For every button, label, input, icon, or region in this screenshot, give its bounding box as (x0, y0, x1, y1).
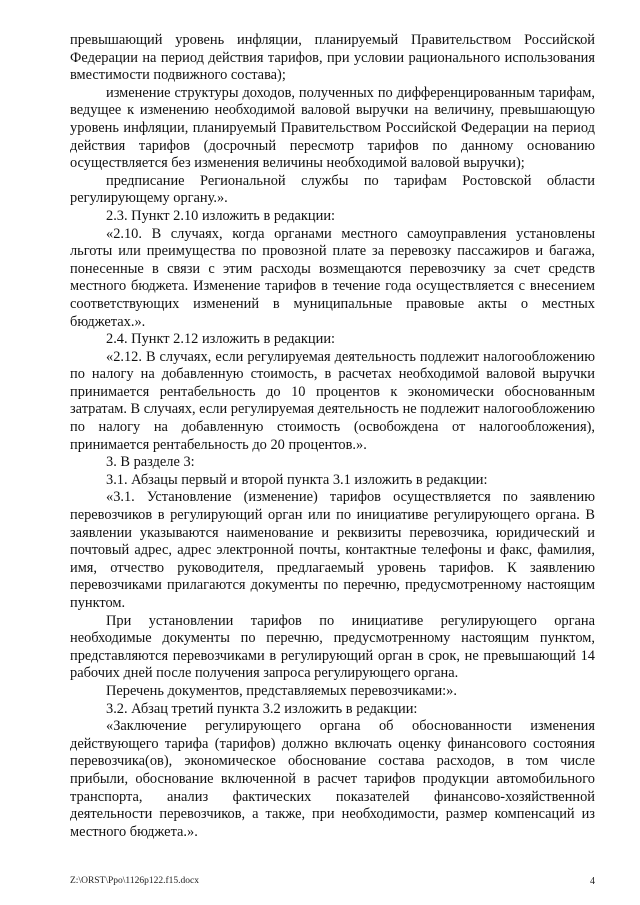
paragraph: Перечень документов, представляемых перевозчиками:». (106, 682, 457, 699)
paragraph: 2.3. Пункт 2.10 изложить в редакции: (106, 207, 336, 224)
paragraph: «3.1. Установление (изменение) тарифов осуществляется по заявлению перевозчиков в регулирующий орган или по инициативе регулирующего органа. В заявлении указываются наименование и реквизиты перевозчика, юридический и почтовый адрес, адрес электронной почты, контактные телефоны и факс, фамилия, имя, отчество руководителя, предлагаемый уровень тарифов. К заявлению перевозчиками прилагаются документы по перечню, предусмотренному настоящим пунктом. (70, 489, 595, 611)
paragraph: «2.12. В случаях, если регулируемая деятельность подлежит налогообложению по налогу на добавленную стоимость, в расчетах необходимой валовой выручки принимается рентабельность до 10 процентов к экономически обоснованным затратам. В случаях, если регулируемая деятельность не подлежит налогообложению по налогу на добавленную стоимость (освобождена от налогообложения), принимается рентабельность до 20 процентов.». (70, 348, 595, 453)
paragraph: При установлении тарифов по инициативе регулирующего органа необходимые документы по перечню, предусмотренному настоящим пунктом, представляются перевозчиками в регулирующий орган в срок, не превышающий 14 рабочих дней после получения запроса регулирующего органа. (70, 612, 595, 682)
page-number: 4 (590, 876, 595, 887)
file-path: Z:\ORST\Ppo\1126p122.f15.docx (70, 876, 199, 886)
paragraph: превышающий уровень инфляции, планируемый Правительством Российской Федерации на период действия тарифов, при условии рационального использования вместимости подвижного состава); (70, 32, 595, 84)
paragraph: 2.4. Пункт 2.12 изложить в редакции: (106, 331, 336, 348)
paragraph: 3.2. Абзац третий пункта 3.2 изложить в редакции: (106, 700, 418, 717)
paragraph: предписание Региональной службы по тарифам Ростовской области регулирующему органу.». (70, 172, 595, 207)
paragraph: 3. В разделе 3: (106, 454, 195, 471)
paragraph: «2.10. В случаях, когда органами местного самоуправления установлены льготы или преимущества по провозной плате за перевозку пассажиров и багажа, понесенные в связи с этим расходы возмещаются перевозчику за счет средств местного бюджета. Изменение тарифов в течение года осуществляется с внесением соответствующих изменений в муниципальные правовые акты о местных бюджетах.». (70, 225, 595, 330)
paragraph: «Заключение регулирующего органа об обоснованности изменения действующего тарифа (тарифов) должно включать оценку финансового состояния перевозчика(ов), экономическое обоснование состава расходов, в том числе прибыли, обоснование включенной в расчет тарифов продукции автомобильного транспорта, анализ фактических показателей финансово-хозяйственной деятельности перевозчиков, а также, при необходимости, размер компенсаций из местного бюджета.». (70, 718, 595, 840)
paragraph: изменение структуры доходов, полученных по дифференцированным тарифам, ведущее к изменению необходимой валовой выручки на величину, превышающую уровень инфляции, планируемый Правительством Российской Федерации на период действия тарифов (досрочный пересмотр тарифов по данному основанию осуществляется без изменения величины необходимой валовой выручки); (70, 84, 595, 172)
paragraph: 3.1. Абзацы первый и второй пункта 3.1 изложить в редакции: (106, 471, 488, 488)
document-body (70, 32, 595, 841)
